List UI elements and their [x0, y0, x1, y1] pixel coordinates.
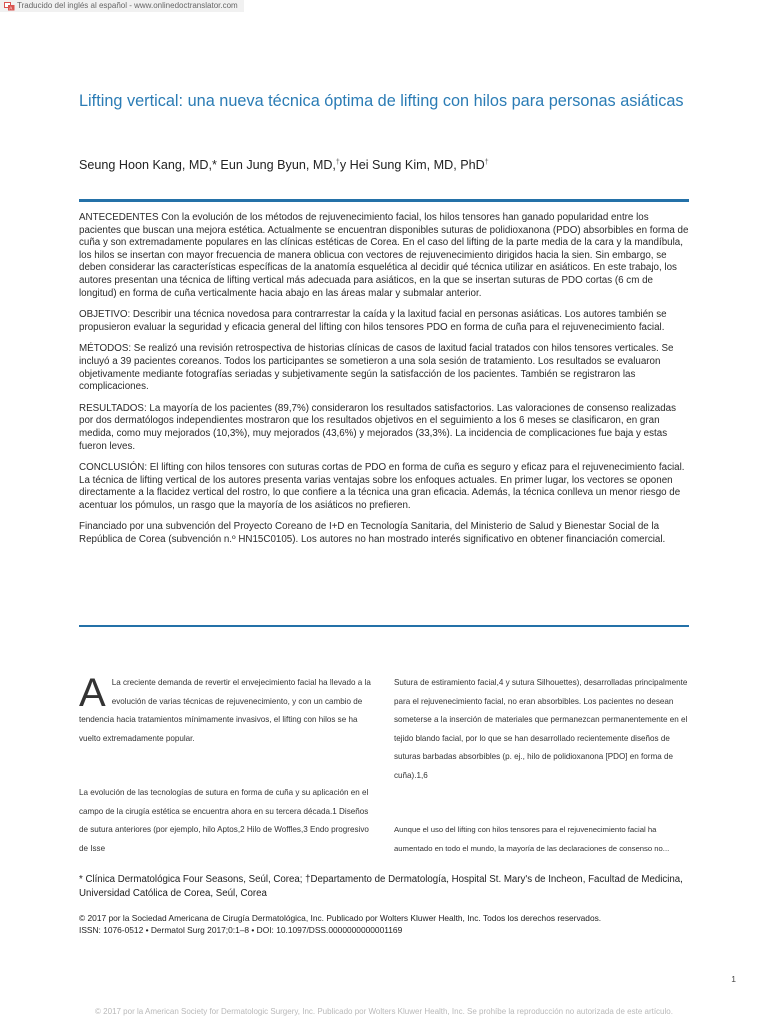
- abstract-funding: Financiado por una subvención del Proyecto Coreano de I+D en Tecnología Sanitaria, del Ministerio de Salud y Bienestar Social de la República de Corea (subvención n.º HN15C0105). Los autores no han mostrado interés significativo en obtener financiación comercial.: [79, 521, 666, 546]
- authors-part-2: y Hei Sung Kim, MD, PhD: [339, 158, 485, 173]
- abstract-background: ANTECEDENTES Con la evolución de los métodos de rejuvenecimiento facial, los hilos tensores han ganado popularidad entre los pacientes que buscan una mejora estética. Actualmente se encuentran disponibles suturas de polidioxanona (PDO) absorbibles en forma de cuña y son extremadamente populares en las clínicas estéticas de Corea. En el caso del lifting de la parte media de la cara y la mandíbula, los hilos se insertan con mayor frecuencia de manera oblicua con vectores de rejuvenecimiento dirigidos hacia la sien. Sin embargo, se deben considerar las características específicas de la anatomía esquelética al decidir qué técnica utilizar en asiáticos. En este trabajo, los autores presentan una técnica de lifting vertical más adecuada para asiáticos, en la que se insertan suturas de PDO cortas (6 cm de longitud) en forma de cuña verticalmente hacia abajo en las áreas malar y submalar anterior.: [79, 212, 689, 299]
- svg-text:A: A: [9, 5, 13, 11]
- translator-banner[interactable]: [0, 0, 244, 12]
- body-column-right: [394, 674, 690, 785]
- body-paragraph: Sutura de estiramiento facial,4 y sutura Silhouettes), desarrolladas principalmente para el rejuvenecimiento facial, no eran absorbibles. Los pacientes no desean someterse a la inserción de materiales que permanezcan permanentemente en el tejido blando facial, por lo que se han desarrollado recientemente diseños de suturas barbadas absorbibles (p. ej., hilo de polidioxanona [PDO] en forma de cuña).1,6: [394, 678, 688, 780]
- copyright-watermark: © 2017 por la American Society for Dermatologic Surgery, Inc. Publicado por Wolters Kluwer Health, Inc. Se prohíbe la reproducción no autorizada de este artículo.: [95, 1007, 673, 1016]
- abstract-methods: MÉTODOS: Se realizó una revisión retrospectiva de historias clínicas de casos de laxitud facial tratados con hilos tensores verticales. Se incluyó a 39 pacientes coreanos. Todos los participantes se sometieron a una sola sesión de tratamiento. Los resultados se evaluaron objetivamente mediante fotografías seriadas y subjetivamente según la satisfacción de los pacientes. También se registraron las complicaciones.: [79, 343, 674, 393]
- translator-banner-text[interactable]: Traducido del inglés al español - www.onlinedoctranslator.com: [17, 1, 238, 10]
- authors-part-1: Seung Hoon Kang, MD,* Eun Jung Byun, MD,: [79, 158, 336, 173]
- abstract-conclusion: CONCLUSIÓN: El lifting con hilos tensores con suturas cortas de PDO en forma de cuña es seguro y eficaz para el rejuvenecimiento facial. La técnica de lifting vertical de los autores presenta varias ventajas sobre los enfoques actuales. En primer lugar, los vectores se oponen directamente a la flacidez vertical del rostro, lo que confiere a la técnica una gran eficacia. Además, la técnica conlleva un menor riesgo de acentuar los pómulos, un rasgo que la mayoría de los asiáticos no prefieren.: [79, 462, 685, 511]
- body-column-left-continued: [79, 784, 371, 858]
- copyright-block: [79, 912, 699, 936]
- abstract: [79, 212, 689, 556]
- body-column-right-continued: [394, 821, 690, 858]
- body-paragraph: La creciente demanda de revertir el envejecimiento facial ha llevado a la evolución de varias técnicas de rejuvenecimiento, y con un cambio de tendencia hacia tratamientos mínimamente invasivos, el lifting con hilos se ha vuelto extremadamente popular.: [79, 678, 371, 743]
- body-paragraph: La evolución de las tecnologías de sutura en forma de cuña y su aplicación en el campo de la cirugía estética se encuentra ahora en su tercera década.1 Diseños de sutura anteriores (por ejemplo, hilo Aptos,2 Hilo de Woffles,3 Endo progresivo de Isse: [79, 788, 369, 853]
- copyright-line: © 2017 por la Sociedad Americana de Cirugía Dermatológica, Inc. Publicado por Wolters Kluwer Health, Inc. Todos los derechos reservados.: [79, 913, 602, 923]
- abstract-divider: [79, 625, 689, 627]
- abstract-results: RESULTADOS: La mayoría de los pacientes (89,7%) consideraron los resultados satisfactorios. Las valoraciones de consenso realizadas por dos dermatólogos independientes mostraron que los resultados objetivos en el seguimiento a los 6 meses se clasificaron, en gran medida, como muy mejorados (10,3%), muy mejorados (43,6%) y mejorados (33,3%). La incidencia de complicaciones fue baja y estas fueron leves.: [79, 402, 677, 452]
- page-number: 1: [731, 974, 736, 984]
- author-affiliation-mark: †: [335, 159, 340, 166]
- body-column-left: [79, 671, 371, 748]
- header-divider: [79, 199, 689, 202]
- translate-icon: [4, 2, 15, 11]
- citation-line: ISSN: 1076-0512 • Dermatol Surg 2017;0:1–8 • DOI: 10.1097/DSS.0000000000001169: [79, 925, 403, 935]
- drop-cap: A: [79, 671, 106, 715]
- body-paragraph: Aunque el uso del lifting con hilos tensores para el rejuvenecimiento facial ha aumentado en todo el mundo, la mayoría de las declaraciones de consenso no...: [394, 825, 670, 853]
- article-title: Lifting vertical: una nueva técnica óptima de lifting con hilos para personas asiáticas: [79, 92, 684, 110]
- author-list: [79, 154, 699, 174]
- author-affiliation-mark: †: [484, 159, 489, 166]
- abstract-objective: OBJETIVO: Describir una técnica novedosa para contrarrestar la caída y la laxitud facial en personas asiáticas. Los autores también se propusieron evaluar la seguridad y eficacia general del lifting con hilos tensores PDO en forma de cuña para el rejuvenecimiento facial.: [79, 309, 667, 333]
- affiliation-footnote: * Clínica Dermatológica Four Seasons, Seúl, Corea; †Departamento de Dermatología, Hospital St. Mary's de Incheon, Facultad de Medicina, Universidad Católica de Corea, Seúl, Corea: [79, 874, 683, 899]
